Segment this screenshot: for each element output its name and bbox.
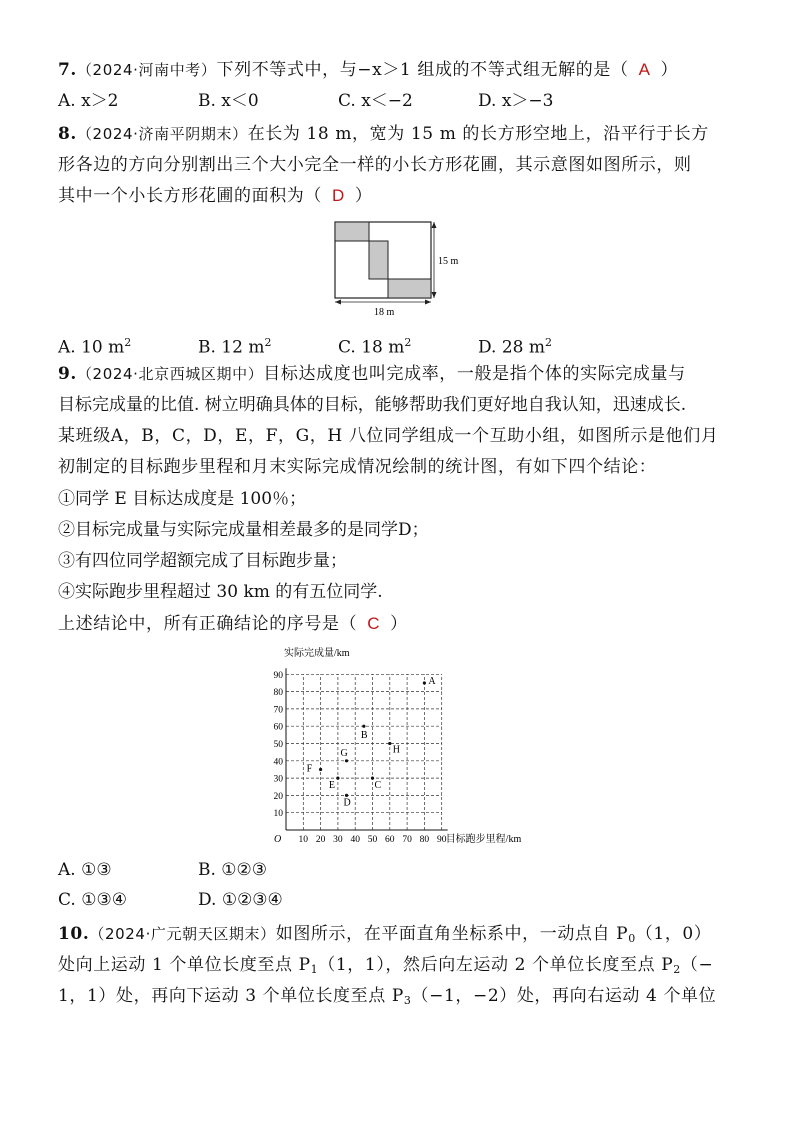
chart-ticks — [274, 671, 447, 845]
q8-line-3 — [58, 184, 373, 208]
y-tick-80: 80 — [273, 688, 283, 699]
q9-answer: C — [367, 614, 381, 633]
y-tick-60: 60 — [273, 722, 283, 733]
x-tick-60: 60 — [385, 835, 395, 845]
q9-line-4: 初制定的目标跑步里程和月末实际完成情况绘制的统计图，有如下四个结论： — [58, 457, 657, 477]
q7-close: ） — [660, 60, 679, 80]
q10-source: （2024·广元朝天区期末） — [89, 925, 276, 943]
point-H — [388, 742, 391, 745]
point-label-F: F — [306, 763, 313, 775]
q10-number: 10. — [58, 924, 90, 944]
q8-option-a: A. 10 $m^2$ — [58, 336, 132, 358]
x-tick-40: 40 — [350, 835, 360, 845]
q7-text: 下列不等式中，与−x＞1 组成的不等式组无解的是（ — [216, 60, 629, 80]
q8-option-c: C. 18 $m^2$ — [338, 336, 412, 358]
y-tick-20: 20 — [273, 791, 283, 802]
q9-option-b: B. ①②③ — [198, 860, 268, 880]
q8-option-d: D. 28 $m^2$ — [478, 336, 552, 358]
q7-option-b: B. x＜0 — [198, 91, 259, 111]
y-tick-40: 40 — [273, 757, 283, 768]
q9-option-d: D. ①②③④ — [198, 890, 283, 910]
chart-origin-label: O — [274, 834, 282, 845]
point-F — [319, 768, 322, 771]
chart-axes — [286, 668, 448, 830]
chart-y-label: 实际完成量/km — [284, 648, 350, 659]
q9-close: ） — [390, 614, 408, 634]
q9-options-row-2 — [58, 888, 283, 912]
q10-line-1: 10.（2024·广元朝天区期末）如图所示，在平面直角坐标系中，一动点自 $P_0(1$，0） — [58, 924, 712, 945]
q9-text-1: 目标达成度也叫完成率，一般是指个体的实际完成量与 — [263, 364, 686, 384]
point-A — [423, 681, 426, 684]
q7-option-c: C. x＜−2 — [338, 91, 413, 111]
q9-line-2: 目标完成量的比值. 树立明确具体的目标，能够帮助我们更好地自我认知，迅速成长. — [58, 395, 687, 415]
q7-answer: A — [638, 60, 651, 79]
q8-text-1: 在长为 18 m，宽为 15 m 的长方形空地上，沿平行于长方 — [247, 124, 709, 144]
y-tick-30: 30 — [273, 774, 283, 785]
q7-number: 7. — [58, 60, 77, 80]
point-E — [336, 777, 339, 780]
x-tick-20: 20 — [315, 835, 326, 845]
q8-close: ） — [354, 186, 373, 206]
chart-x-label: 目标跑步里程/km — [445, 834, 522, 845]
x-tick-10: 10 — [298, 835, 309, 845]
point-label-E: E — [328, 780, 336, 792]
point-label-G: G — [340, 747, 348, 759]
x-tick-70: 70 — [402, 835, 412, 845]
point-label-H: H — [392, 744, 401, 756]
q10-line-3: 1，1）处，再向下运动 3 个单位长度至点 $P_3(-1$，−2）处，再向右运动 4 个单位 — [58, 986, 717, 1007]
q9-source: （2024·北京西城区期中） — [76, 365, 264, 383]
q9-conclusion-4: ④实际跑步里程超过 30 km 的有五位同学. — [58, 582, 383, 602]
x-tick-30: 30 — [333, 835, 343, 845]
y-tick-90: 90 — [273, 670, 283, 681]
q8-source: （2024·济南平阴期末） — [76, 125, 248, 143]
chart-points — [307, 676, 437, 808]
y-tick-10: 10 — [273, 809, 283, 820]
q9-conclusion-2: ②目标完成量与实际完成量相差最多的是同学D； — [58, 520, 429, 540]
q7-stem — [58, 58, 678, 82]
q9-ask-text: 上述结论中，所有正确结论的序号是（ — [58, 614, 358, 634]
height-label: 15 m — [438, 256, 459, 267]
chart-grid — [286, 674, 442, 830]
q7-options — [58, 89, 553, 113]
q8-line-1 — [58, 122, 709, 146]
point-G — [345, 759, 348, 762]
q8-text-3: 其中一个小长方形花圃的面积为（ — [58, 186, 322, 206]
q9-number: 9. — [58, 364, 77, 384]
q8-line-2: 形各边的方向分别割出三个大小完全一样的小长方形花圃，其示意图如图所示，则 — [58, 155, 692, 175]
q9-option-c: C. ①③④ — [58, 890, 127, 910]
point-label-A: A — [428, 675, 436, 687]
q8-option-b: B. 12 $m^2$ — [198, 336, 272, 358]
q10-line-2: 处向上运动 1 个单位长度至点 $P_1(1$，1），然后向左运动 2 个单位长度至点 $P_2(-$ — [58, 955, 714, 976]
q9-options-row-1 — [58, 858, 267, 882]
q8-options — [58, 331, 552, 360]
scatter-chart — [258, 646, 548, 846]
q9-ask — [58, 612, 408, 636]
q8-answer: D — [332, 186, 345, 205]
point-B — [362, 725, 365, 728]
point-label-D: D — [343, 797, 351, 809]
q9-conclusion-1: ①同学 E 目标达成度是 100％； — [58, 489, 307, 509]
flowerbed-2 — [369, 241, 388, 279]
q9-option-a: A. ①③ — [58, 860, 112, 880]
x-tick-90: 90 — [436, 835, 447, 845]
q9-line-1 — [58, 362, 686, 386]
x-tick-80: 80 — [419, 835, 430, 845]
q8-number: 8. — [58, 124, 77, 144]
width-label: 18 m — [374, 307, 395, 318]
y-tick-70: 70 — [273, 705, 283, 716]
q7-option-a: A. x＞2 — [58, 91, 119, 111]
point-label-B: B — [360, 730, 368, 742]
flowerbed-3 — [388, 279, 431, 298]
q7-option-d: D. x＞−3 — [478, 91, 554, 111]
garden-figure — [326, 216, 466, 318]
flowerbed-1 — [335, 222, 369, 241]
q9-line-3: 某班级A，B，C，D，E，F，G，H 八位同学组成一个互助小组，如图所示是他们月 — [58, 426, 719, 446]
q9-conclusion-3: ③有四位同学超额完成了目标跑步量； — [58, 551, 347, 571]
x-tick-50: 50 — [367, 835, 378, 845]
y-tick-50: 50 — [273, 740, 283, 750]
point-label-C: C — [374, 780, 382, 792]
q7-source: （2024·河南中考） — [76, 61, 217, 79]
